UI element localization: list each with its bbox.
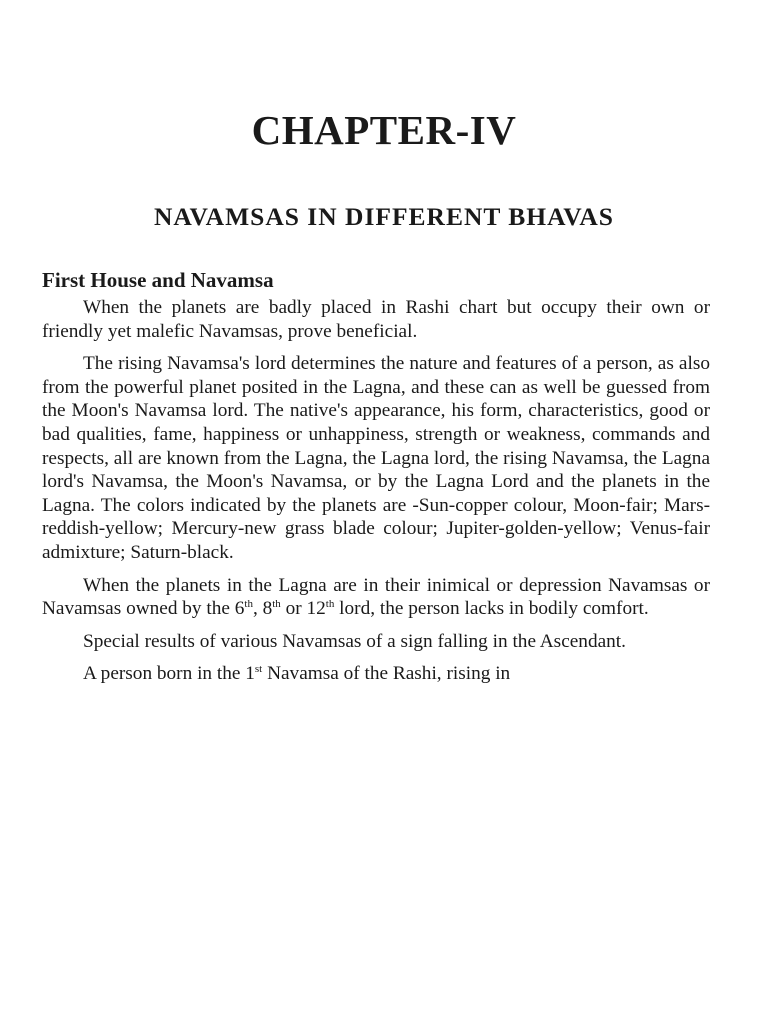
ordinal-suffix: th bbox=[272, 598, 281, 611]
text-span: A person born in the 1 bbox=[83, 663, 255, 685]
text-span: , 8 bbox=[252, 598, 273, 620]
paragraph bbox=[42, 574, 710, 621]
ordinal-suffix: th bbox=[244, 598, 253, 611]
subsection-title: First House and Navamsa bbox=[42, 268, 274, 292]
text-span: Navamsa of the Rashi, rising in bbox=[262, 663, 511, 685]
paragraph: Special results of various Navamsas of a sign falling in the Ascendant. bbox=[83, 630, 626, 652]
paragraph bbox=[42, 662, 710, 686]
ordinal-suffix: st bbox=[254, 663, 263, 676]
section-title: NAVAMSAS IN DIFFERENT BHAVAS bbox=[154, 202, 614, 231]
paragraph: When the planets are badly placed in Rashi chart but occupy their own or friendly yet malefic Navamsas, prove beneficial. bbox=[42, 297, 710, 342]
paragraph: The rising Navamsa's lord determines the nature and features of a person, as also from the powerful planet posited in the Lagna, and these can as well be guessed from the Moon's Navamsa lord. The native's appearance, his form, characteristics, good or bad qualities, fame, happiness or unhappiness, strength or weakness, commands and respects, all are known from the Lagna, the Lagna lord, the rising Navamsa, the Lagna lord's Navamsa, the Moon's Navamsa, or by the Lagna Lord and the planets in the Lagna. The colors indicated by the planets are -Sun-copper colour, Moon-fair; Mars-reddish-yellow; Mercury-new grass blade colour; Jupiter-golden-yellow; Venus-fair admixture; Saturn-black. bbox=[42, 353, 710, 563]
ordinal-suffix: th bbox=[325, 598, 335, 611]
body-text bbox=[42, 296, 710, 695]
text-span: or 12 bbox=[280, 598, 326, 620]
text-span: When the planets in the Lagna are in their inimical or depression Navamsas or Navamsas owned by the 6 bbox=[42, 574, 710, 620]
text-span: lord, the person lacks in bodily comfort. bbox=[334, 598, 649, 620]
chapter-title: CHAPTER-IV bbox=[251, 107, 517, 153]
